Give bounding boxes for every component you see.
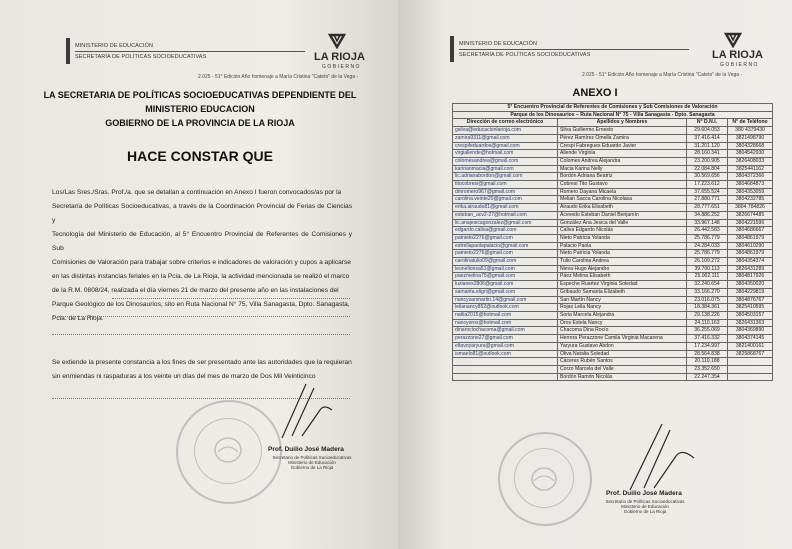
table-row	[453, 373, 773, 381]
dni-cell: 34.886.252	[687, 211, 728, 219]
table-row	[453, 181, 773, 189]
phone-cell	[728, 365, 773, 373]
table-row	[453, 304, 773, 312]
year-motto: 2.025 - 51° Edición Año homenaje a María Cristina "Cateto" de la Vega -	[582, 72, 743, 78]
name-cell: González Ana Jesica del Valle	[558, 219, 687, 227]
email-cell: nancysanmartin.14@gmail.com	[453, 296, 558, 304]
table-row	[453, 150, 773, 158]
paragraph-line: Los/Las Sres./Sras. Prof./a. que se detallan a continuación en Anexo I fueron convocados/as por la	[52, 189, 342, 196]
phone-cell: 3826431289	[728, 265, 773, 273]
table-row	[453, 358, 773, 366]
signer-role-line: Secretario de Políticas Socioeducativas	[605, 499, 685, 504]
name-cell: Romero Dayana Micaela	[558, 188, 687, 196]
dni-cell: 29.604.053	[687, 127, 728, 135]
email-cell: esteban_acv2-27@hotmail.com	[453, 211, 558, 219]
dotted-line	[52, 316, 350, 317]
dni-cell: 36.255.069	[687, 327, 728, 335]
email-cell: colomesandrea@gmail.com	[453, 157, 558, 165]
table-row	[453, 265, 773, 273]
phone-cell: 3826674485	[728, 211, 773, 219]
phone-cell: 3804353059	[728, 188, 773, 196]
dni-cell: 37.416.332	[687, 335, 728, 343]
name-cell: Oros Estela Nancy	[558, 319, 687, 327]
paragraph-line: Tecnología del Ministerio de Educación, al 5° Encuentro Provincial de Referentes de Comisiones y Sub	[52, 231, 352, 252]
table-row	[453, 288, 773, 296]
table-header-row	[453, 119, 773, 127]
name-cell: Bordón Ramón Nicolás	[558, 373, 687, 381]
email-cell: karinanmacia@gmail.com	[453, 165, 558, 173]
table-row	[453, 204, 773, 212]
email-cell: perazzone27@gmail.com	[453, 335, 558, 343]
dni-cell: 20.110.188	[687, 358, 728, 366]
name-cell: Tulio Carolina Andrea	[558, 258, 687, 266]
phone-cell: 3804 784826	[728, 204, 773, 212]
email-cell: gsilva@educacionlarioja.com	[453, 127, 558, 135]
dni-cell: 23.016.075	[687, 296, 728, 304]
dni-cell: 22.247.354	[687, 373, 728, 381]
email-cell: lic.anajesicagonzalez@gmail.com	[453, 219, 558, 227]
dni-cell: 24.284.033	[687, 242, 728, 250]
phone-cell: 3804354374	[728, 258, 773, 266]
dni-cell: 23.352.650	[687, 365, 728, 373]
table-row	[453, 365, 773, 373]
name-cell: San Martín Nancy	[558, 296, 687, 304]
phone-cell: 3804876767	[728, 296, 773, 304]
name-cell: Oliva Natalia Soledad	[558, 350, 687, 358]
name-cell: Crespi Fabregues Eduardo Javier	[558, 142, 687, 150]
table-row	[453, 342, 773, 350]
table-row	[453, 350, 773, 358]
table-title-row	[453, 111, 773, 119]
name-cell: Silva Guillermo Ernesto	[558, 127, 687, 135]
logo-subtext: GOBIERNO	[322, 64, 361, 70]
table-row	[453, 219, 773, 227]
secretaria-label: SECRETARÍA DE POLÍTICAS SOCIOEDUCATIVAS	[459, 52, 591, 58]
email-cell: paezmelina75@gmail.com	[453, 273, 558, 281]
name-cell: Melian Sacca Carolina Nicolasa	[558, 196, 687, 204]
email-cell: dmromero967@gmail.com	[453, 188, 558, 196]
dni-cell: 25.002.111	[687, 273, 728, 281]
phone-cell: 3804372366	[728, 173, 773, 181]
table-row	[453, 311, 773, 319]
table-row	[453, 250, 773, 258]
dni-cell: 22.084.804	[687, 165, 728, 173]
email-cell: carolinatulio09@gmail.com	[453, 258, 558, 266]
email-cell: lic.adrianabordon@gmail.com	[453, 173, 558, 181]
table-row	[453, 165, 773, 173]
dni-cell: 37.416.414	[687, 134, 728, 142]
name-cell: Nieto Patricia Yolanda	[558, 234, 687, 242]
phone-cell: 3804817926	[728, 273, 773, 281]
dni-cell: 29.138.226	[687, 311, 728, 319]
dni-cell: 32.240.654	[687, 281, 728, 289]
phone-cell: 3804684873	[728, 181, 773, 189]
email-cell	[453, 358, 558, 366]
dni-cell: 28.160.341	[687, 150, 728, 158]
email-cell: edgardo.caliva@gmail.com	[453, 227, 558, 235]
email-cell: titocobresi@gmail.com	[453, 181, 558, 189]
email-cell	[453, 373, 558, 381]
signer-role-line: Secretario de Políticas Socioeducativas	[272, 455, 352, 460]
official-stamp	[498, 432, 592, 526]
table-row	[453, 281, 773, 289]
email-cell: nancyoros@hotmail.com	[453, 319, 558, 327]
table-title: 5° Encuentro Provincial de Referentes de Comisiones y Sub Comisiones de Valoración	[453, 104, 773, 112]
table-row	[453, 157, 773, 165]
email-cell: leonelionsa51@gmail.com	[453, 265, 558, 273]
table-row	[453, 335, 773, 343]
dni-cell: 30.569.656	[687, 173, 728, 181]
paragraph-line: Pcia. de La Rioja.	[52, 315, 104, 322]
column-header: N° de Teléfono	[728, 119, 773, 127]
closing-line: sin enmiendas ni raspaduras a los veinte un días del mes de marzo de Dos Mil Veinticinco	[52, 373, 316, 380]
logo-subtext: GOBIERNO	[720, 62, 759, 68]
name-cell: Macia Karina Nelly	[558, 165, 687, 173]
ministry-label: MINISTERIO DE EDUCACIÓN	[75, 43, 154, 49]
name-cell: Pérez Ramírez Omella Zamira	[558, 134, 687, 142]
table-subtitle: Parque de los Dinosaurios – Ruta Nacional N° 75 - Villa Sanagasta - Dpto. Sanagasta	[453, 111, 773, 119]
phone-cell: 3804686667	[728, 227, 773, 235]
email-cell: erika.airaudo81@gmail.com	[453, 204, 558, 212]
year-motto: 2.025 - 51° Edición Año homenaje a María Cristina "Cateto" de la Vega -	[198, 74, 359, 80]
name-cell: Colomes Andrea Alejandra	[558, 157, 687, 165]
dni-cell: 23.200.905	[687, 157, 728, 165]
paragraph-line: en las distintas instancias feriales en la Pcia. de La Rioja, la actividad mencionada se realizó el marco	[52, 273, 350, 280]
dni-cell: 26.442.583	[687, 227, 728, 235]
email-cell: dinarociochacoma@gmail.com	[453, 327, 558, 335]
table-row	[453, 127, 773, 135]
name-cell: Páez Melina Elisabeth	[558, 273, 687, 281]
closing-line: Se extiende la presente constancia a los fines de ser presentado ante las autoridades que la requieran	[52, 359, 352, 366]
phone-cell: 3826431363	[728, 319, 773, 327]
signer-role	[600, 499, 690, 514]
signer-role-line: Ministerio de Educación	[288, 460, 336, 465]
table-row	[453, 196, 773, 204]
title-line-2: MINISTERIO EDUCACION	[145, 104, 255, 114]
signer-name: Prof. Duilio José Madera	[268, 446, 344, 453]
signer-role	[270, 455, 354, 470]
dni-cell: 25.786.779	[687, 234, 728, 242]
table-row	[453, 227, 773, 235]
phone-cell: 3804221596	[728, 219, 773, 227]
dotted-line	[112, 298, 350, 299]
email-cell: patnieto2276@gmail.com	[453, 234, 558, 242]
dni-cell: 37.655.524	[687, 188, 728, 196]
column-header: N° D.N.I.	[687, 119, 728, 127]
table-row	[453, 319, 773, 327]
dni-cell: 27.880.771	[687, 196, 728, 204]
phone-cell: 3826408033	[728, 157, 773, 165]
column-header: Apellidos y Nombres	[558, 119, 687, 127]
dni-cell: 33.967.148	[687, 219, 728, 227]
table-row	[453, 242, 773, 250]
column-header: Dirección de correo electrónico	[453, 119, 558, 127]
name-cell: Espeche Ruartez Virginia Soledad	[558, 281, 687, 289]
email-cell: luzianes2806@gmail.com	[453, 281, 558, 289]
paragraph-line: Secretaría de Políticas Socioeducativas, a través de la Coordinación Provincial de Ferias de Ciencias y	[52, 203, 352, 224]
dni-cell: 26.109.272	[687, 258, 728, 266]
phone-cell: 3804350020	[728, 281, 773, 289]
dni-cell: 31.201.120	[687, 142, 728, 150]
table-title-row	[453, 104, 773, 112]
phone-cell: 3804232785	[728, 196, 773, 204]
phone-cell: 3804610290	[728, 242, 773, 250]
table-row	[453, 327, 773, 335]
dni-cell: 17.234.997	[687, 342, 728, 350]
email-cell: carolina.veinte20@gmail.com	[453, 196, 558, 204]
phone-cell: 3825868767	[728, 350, 773, 358]
coat-of-arms-icon	[210, 434, 246, 466]
logo-text: LA RIOJA	[712, 49, 763, 61]
name-cell: Herrera Perazzone Camila Virginia Macarena	[558, 335, 687, 343]
name-cell: Cobresi Tito Gustavo	[558, 181, 687, 189]
ministry-label: MINISTERIO DE EDUCACIÓN	[459, 41, 538, 47]
phone-cell: 3804861979	[728, 250, 773, 258]
name-cell: Soria Marcela Alejandra	[558, 311, 687, 319]
header-bar	[66, 38, 70, 64]
table-row	[453, 142, 773, 150]
name-cell: Bordón Adriana Beatriz	[558, 173, 687, 181]
coat-of-arms-icon	[527, 464, 561, 494]
table-row	[453, 258, 773, 266]
title-line-1: LA SECRETARIA DE POLÍTICAS SOCIOEDUCATIVAS DEPENDIENTE DEL	[43, 90, 357, 100]
email-cell: samanta.eligri@gmail.com	[453, 288, 558, 296]
body-paragraph	[52, 186, 352, 326]
dni-cell: 25.786.779	[687, 250, 728, 258]
la-rioja-logo-icon	[724, 32, 742, 48]
dni-cell: 39.700.113	[687, 265, 728, 273]
title-line-3: GOBIERNO DE LA PROVINCIA DE LA RIOJA	[105, 118, 295, 128]
table-row	[453, 188, 773, 196]
document-heading: HACE CONSTAR QUE	[127, 148, 273, 164]
name-cell: Palacio Paola	[558, 242, 687, 250]
name-cell: Nieto Patricia Yolanda	[558, 250, 687, 258]
phone-cell: 3804369890	[728, 327, 773, 335]
table-row	[453, 234, 773, 242]
signer-role-line: Gobierno de La Rioja	[623, 509, 667, 514]
name-cell: Corzo Marcela del Valle	[558, 365, 687, 373]
signer-name: Prof. Duilio José Madera	[606, 490, 682, 497]
la-rioja-logo-icon	[328, 33, 346, 49]
header-rule	[459, 49, 689, 50]
table-row	[453, 273, 773, 281]
phone-cell: 3804542930	[728, 150, 773, 158]
name-cell: Cáceres Rubén Santos	[558, 358, 687, 366]
email-cell: ismaelo81@outlook.com	[453, 350, 558, 358]
paragraph-line: Comisiones de Valoración para trabajar sobre criterios e indicadores de valoración y cupos a aplicarse	[52, 259, 351, 266]
name-cell: Nieva Hugo Alejandro	[558, 265, 687, 273]
phone-cell: 3804328668	[728, 142, 773, 150]
name-cell: Airaudo Erika Elisabeth	[558, 204, 687, 212]
email-cell: eltavoyaryura@gmail.com	[453, 342, 558, 350]
dotted-line	[52, 334, 350, 335]
logo-text: LA RIOJA	[314, 51, 365, 63]
phone-cell: 3821400161	[728, 342, 773, 350]
dni-cell: 24.110.163	[687, 319, 728, 327]
anexo-heading: ANEXO I	[572, 87, 618, 99]
signer-role-line: Gobierno de La Rioja	[290, 465, 334, 470]
paragraph-line: Parque Geológico de los Dinosaurios, sito en Ruta Nacional N° 75, Villa Sanagasta, Dpto. Sanagasta,	[52, 301, 350, 308]
participants-table	[452, 103, 773, 381]
dni-cell: 28.777.651	[687, 204, 728, 212]
phone-cell: 380 4379430	[728, 127, 773, 135]
handwritten-signature-icon	[262, 380, 372, 442]
email-cell: leilanancy852@outlook.com	[453, 304, 558, 312]
name-cell: Chacoma Dina Rocío	[558, 327, 687, 335]
name-cell: Yaryura Gustavo Abdon	[558, 342, 687, 350]
table-body	[453, 127, 773, 381]
phone-cell: 3804374145	[728, 335, 773, 343]
phone-cell: 3804503157	[728, 311, 773, 319]
email-cell: patnieto2276@gmail.com	[453, 250, 558, 258]
phone-cell	[728, 358, 773, 366]
phone-cell: 3804229819	[728, 288, 773, 296]
phone-cell: 3825441162	[728, 165, 773, 173]
dni-cell: 18.384.361	[687, 304, 728, 312]
secretaria-label: SECRETARÍA DE POLÍTICAS SOCIOEDUCATIVAS	[75, 54, 207, 60]
header-rule	[75, 51, 305, 52]
handwritten-signature-icon	[610, 420, 730, 492]
name-cell: Caliva Edgardo Nicolás	[558, 227, 687, 235]
dni-cell: 17.223.612	[687, 181, 728, 189]
email-cell	[453, 365, 558, 373]
table-row	[453, 296, 773, 304]
name-cell: Allende Virginia	[558, 150, 687, 158]
table-row	[453, 134, 773, 142]
email-cell: estrellapaolapalacio@gmail.com	[453, 242, 558, 250]
paragraph-line: de la R.M. 0808/24, realizada el día viernes 21 de marzo del presente año en las instalaciones del	[52, 287, 339, 294]
header-bar	[450, 36, 454, 62]
email-cell: natlia2015@hotmail.com	[453, 311, 558, 319]
name-cell: Rojas Leila Nancy	[558, 304, 687, 312]
table-row	[453, 173, 773, 181]
email-cell: virgiallende@hotmail.com	[453, 150, 558, 158]
email-cell: crespifeduardos@gmail.com	[453, 142, 558, 150]
table-row	[453, 211, 773, 219]
name-cell: Acevedo Esteban Daniel Benjamín	[558, 211, 687, 219]
right-page	[398, 0, 792, 549]
name-cell: Gribaudo Samanta Elizabeth	[558, 288, 687, 296]
email-cell: zamira9311@gmail.com	[453, 134, 558, 142]
phone-cell	[728, 373, 773, 381]
phone-cell: 3821498790	[728, 134, 773, 142]
phone-cell: 3804861979	[728, 234, 773, 242]
signer-role-line: Ministerio de Educación	[621, 504, 669, 509]
phone-cell: 3825410595	[728, 304, 773, 312]
dni-cell: 28.564.838	[687, 350, 728, 358]
dni-cell: 33.166.270	[687, 288, 728, 296]
